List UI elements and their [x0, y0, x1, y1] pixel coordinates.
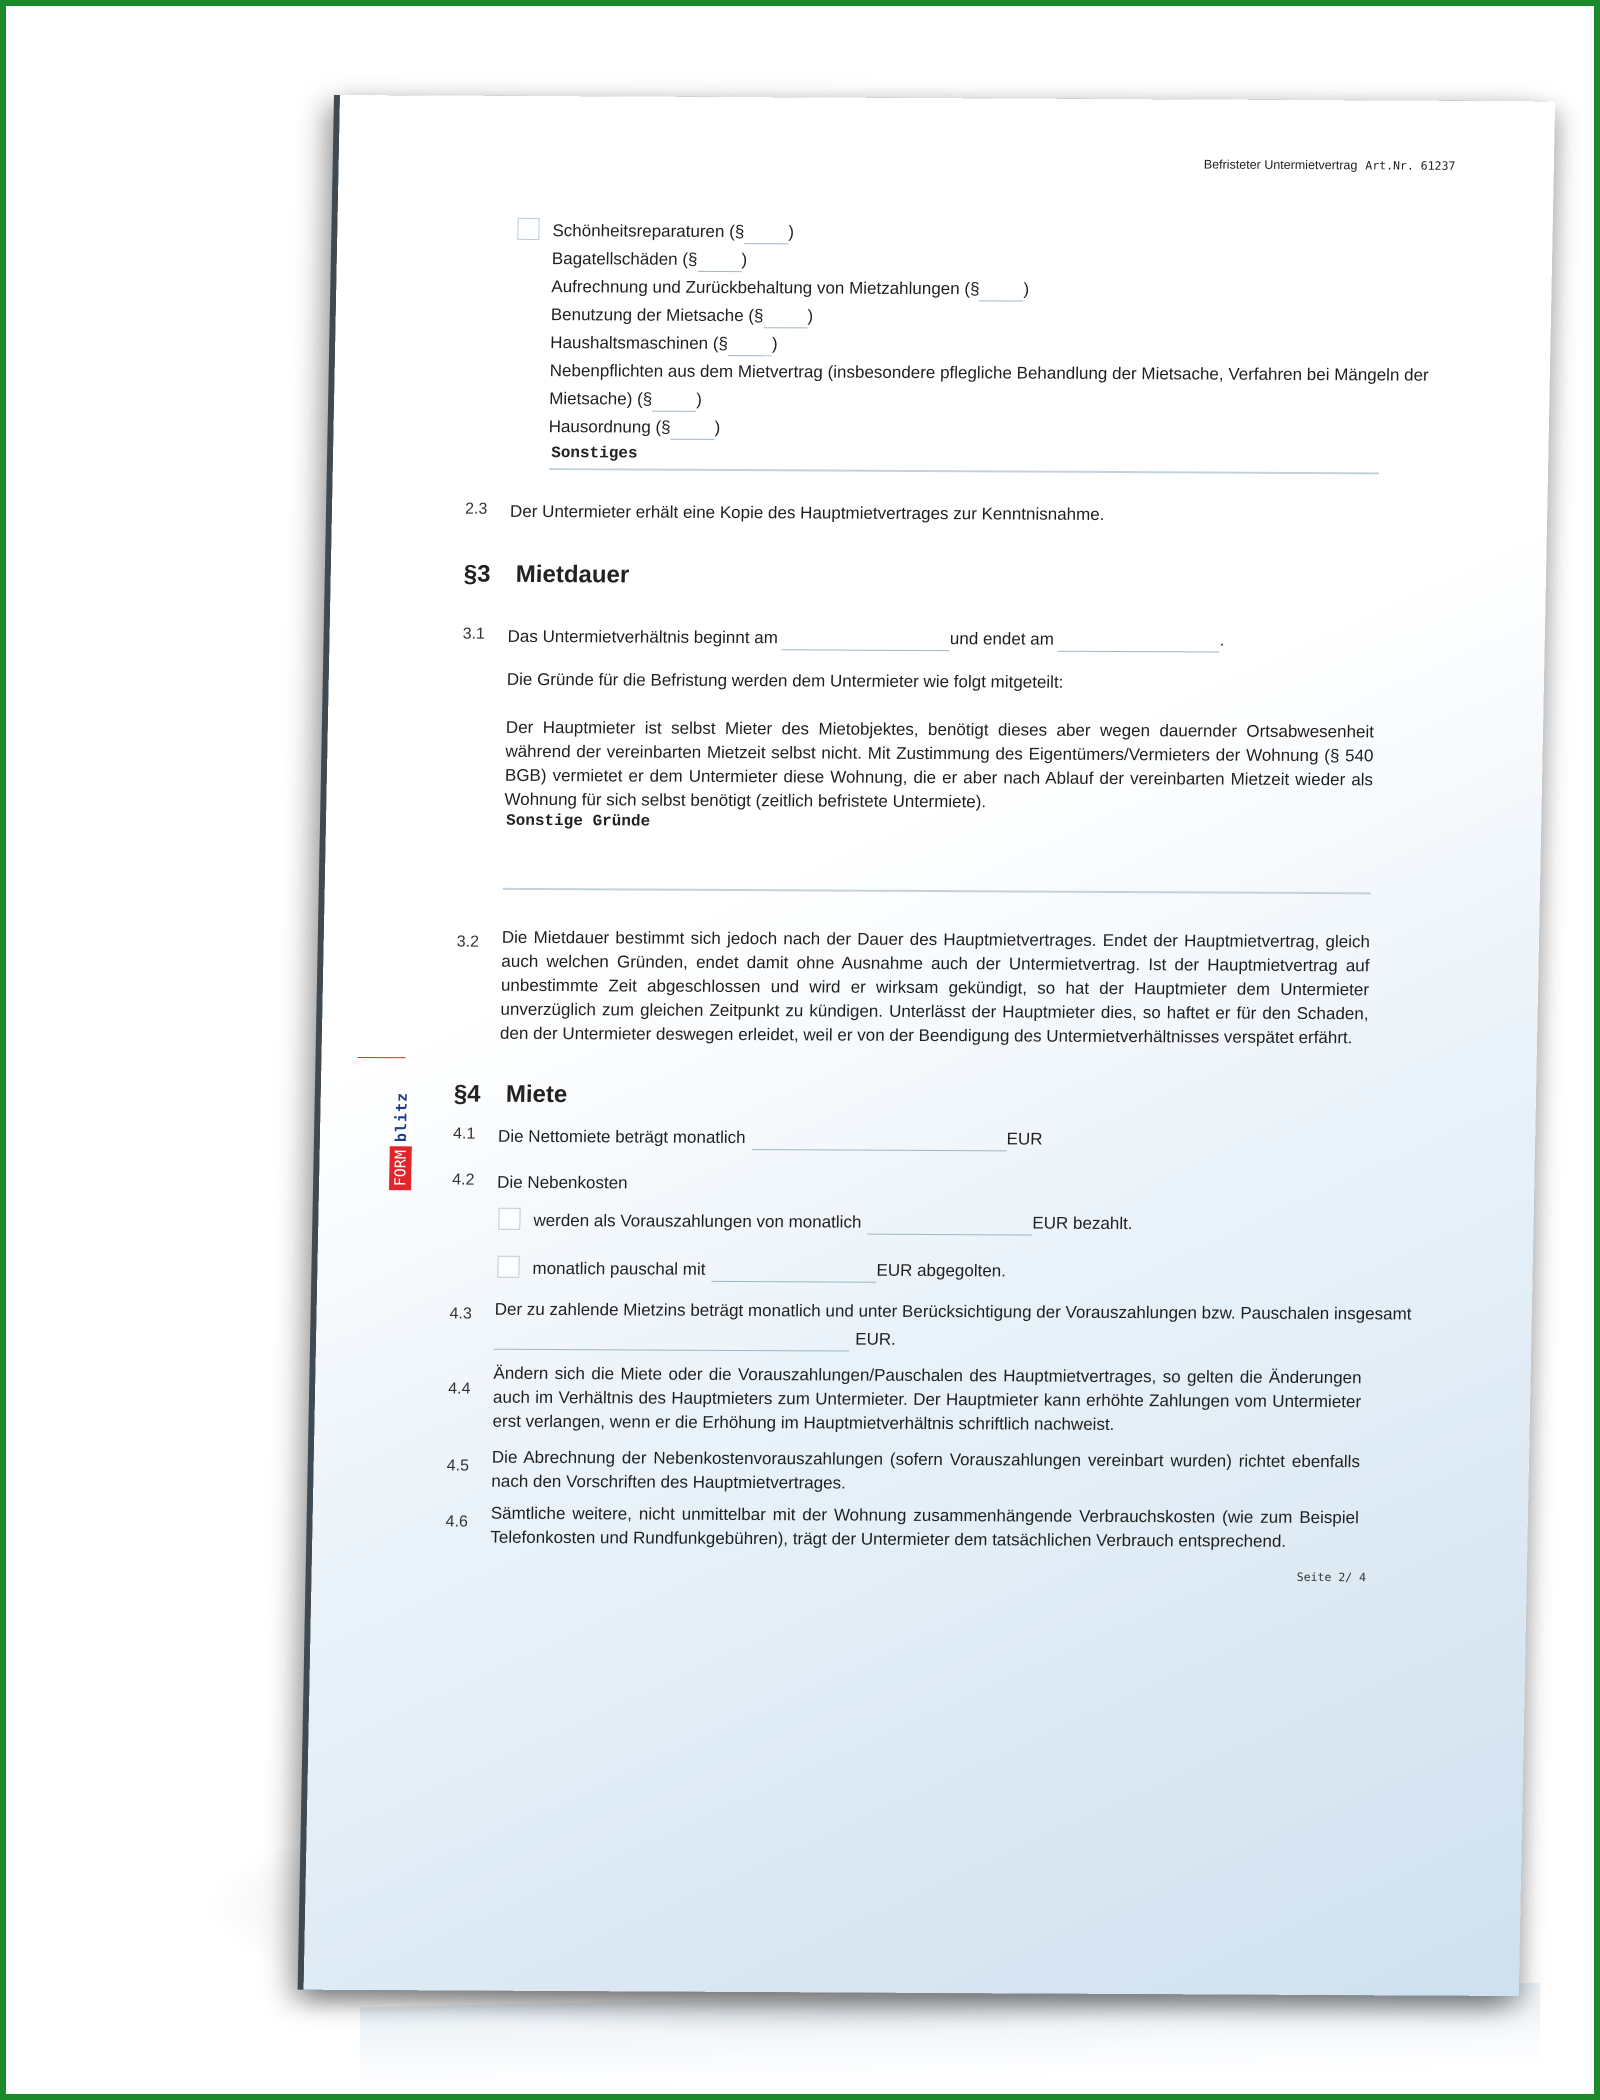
clause-number: 4.4	[448, 1380, 471, 1398]
list-item: Aufrechnung und Zurückbehaltung von Mietzahlungen (§ )	[551, 275, 1029, 301]
header-title: Befristeter Untermietvertrag	[1203, 157, 1358, 173]
flat-rate-field[interactable]	[711, 1263, 876, 1283]
document-header	[1204, 158, 1456, 173]
clause-4-3-text: Der zu zahlende Mietzins beträgt monatlich und unter Berücksichtigung der Vorauszahlungen bzw. Pauschalen insgesamt	[494, 1299, 1412, 1324]
clause-3-2-text: Die Mietdauer bestimmt sich jedoch nach der Dauer des Hauptmietvertrages. Endet der Hauptmietvertrag, gleich auch welchen Gründen, endet damit ohne Ausnahme auch der Untermietvertrag. Ist der Hauptmietvertrag auf unbestimmte Zeit abgeschlossen und wird er wirksam gekündigt, so hat der Hauptmieter dem Untermieter unverzüglich zum gleichen Zeitpunkt zu kündigen. Unterlässt der Hauptmieter dies, so haftet er für den Schaden, den der Untermieter deswegen erleidet, weil er von der Beendigung des Untermietverhältnisses verspätet erfährt.	[499, 927, 1371, 1048]
formblitz-logo	[389, 1070, 413, 1190]
section-3-heading: §3 Mietdauer	[463, 560, 630, 589]
start-date-field[interactable]	[782, 631, 950, 651]
checkbox-repairs[interactable]	[517, 218, 539, 240]
clause-number: 3.1	[462, 625, 486, 643]
end-date-field[interactable]	[1058, 633, 1220, 653]
header-artnr: Art.Nr. 61237	[1365, 158, 1456, 173]
document-page	[304, 95, 1555, 1996]
page-number: Seite 2/ 4	[1296, 1569, 1367, 1585]
clause-number: 4.1	[452, 1125, 476, 1143]
clause-4-5-text: Die Abrechnung der Nebenkostenvorauszahlungen (sofern Vorauszahlungen vereinbart wurden) richtet ebenfalls nach den Vorschriften des Hauptmietvertrages.	[491, 1447, 1361, 1493]
logo-part-blitz: blitz	[390, 1088, 413, 1146]
list-item: Schönheitsreparaturen (§ )	[552, 219, 794, 244]
list-item: Hausordnung (§ )	[548, 415, 720, 440]
other-input-line[interactable]	[549, 468, 1379, 474]
clause-4-6-text: Sämtliche weitere, nicht unmittelbar mit der Wohnung zusammenhängende Verbrauchskosten (wie zum Beispiel Telefonkosten und Rundfunkgebühren), trägt der Untermieter dem tatsächlichen Verbrauch entsprechend.	[490, 1503, 1360, 1551]
reasons-intro: Die Gründe für die Befristung werden dem Untermieter wie folgt mitgeteilt:	[506, 669, 1064, 692]
clause-4-3-amount: EUR.	[494, 1326, 896, 1352]
list-item: Mietsache) (§ )	[549, 387, 702, 412]
other-reasons-input-line[interactable]	[503, 888, 1371, 895]
list-item: Bagatellschäden (§ )	[552, 247, 748, 272]
clause-4-1-text: Die Nettomiete beträgt monatlich EUR	[498, 1125, 1043, 1152]
option-prepayment-text: werden als Vorauszahlungen von monatlich EUR bezahlt.	[533, 1209, 1133, 1236]
clause-2-3-text: Der Untermieter erhält eine Kopie des Hauptmietvertrages zur Kenntnisnahme.	[509, 501, 1105, 524]
list-item: Haushaltsmaschinen (§ )	[550, 331, 778, 356]
clause-number: 4.6	[445, 1513, 469, 1531]
clause-4-2-text: Die Nebenkosten	[496, 1172, 628, 1193]
clause-number: 2.3	[464, 500, 488, 518]
section-4-heading: §4 Miete	[453, 1080, 568, 1109]
logo-rule	[358, 1057, 406, 1058]
clause-3-1-text: Das Untermietverhältnis beginnt am und endet am .	[507, 625, 1224, 653]
reasons-text: Der Hauptmieter ist selbst Mieter des Mietobjektes, benötigt dieses aber wegen dauernder Ortsabwesenheit während der vereinbarten Mietzeit selbst nicht. Mit Zustimmung des Eigentümers/Vermieters der Wohnung (§ 540 BGB) vermietet er dem Untermieter diese Wohnung, die er aber nach Ablauf der vereinbarten Mietzeit wieder als Wohnung für sich selbst benötigt (zeitlich befristete Untermiete).	[504, 717, 1375, 812]
option-flat-rate-text: monatlich pauschal mit EUR abgegolten.	[532, 1257, 1006, 1283]
prepayment-field[interactable]	[867, 1216, 1032, 1236]
list-item: Nebenpflichten aus dem Mietvertrag (insbesondere pflegliche Behandlung der Mietsache, Verfahren bei Mängeln der	[549, 361, 1429, 385]
clause-number: 4.5	[446, 1457, 470, 1475]
clause-number: 3.2	[456, 933, 480, 951]
other-reasons-label: Sonstige Gründe	[505, 811, 651, 831]
checkbox-prepayment[interactable]	[498, 1208, 520, 1230]
total-rent-field[interactable]	[494, 1331, 849, 1352]
clause-4-4-text: Ändern sich die Miete oder die Vorauszahlungen/Pauschalen des Hauptmietvertrages, so gelten die Änderungen auch im Verhältnis des Hauptmieters zum Untermieter. Der Hauptmieter kann erhöhte Zahlungen vom Untermieter erst verlangen, wenn er die Erhöhung im Hauptmietverhältnis schriftlich nachweist.	[492, 1363, 1362, 1434]
clause-number: 4.3	[449, 1305, 473, 1323]
net-rent-field[interactable]	[751, 1131, 1006, 1151]
clause-number: 4.2	[452, 1171, 475, 1189]
list-item: Benutzung der Mietsache (§ )	[551, 303, 814, 328]
checkbox-flat-rate[interactable]	[497, 1256, 519, 1278]
logo-part-form: FORM	[389, 1146, 412, 1190]
other-label: Sonstiges	[550, 444, 638, 463]
